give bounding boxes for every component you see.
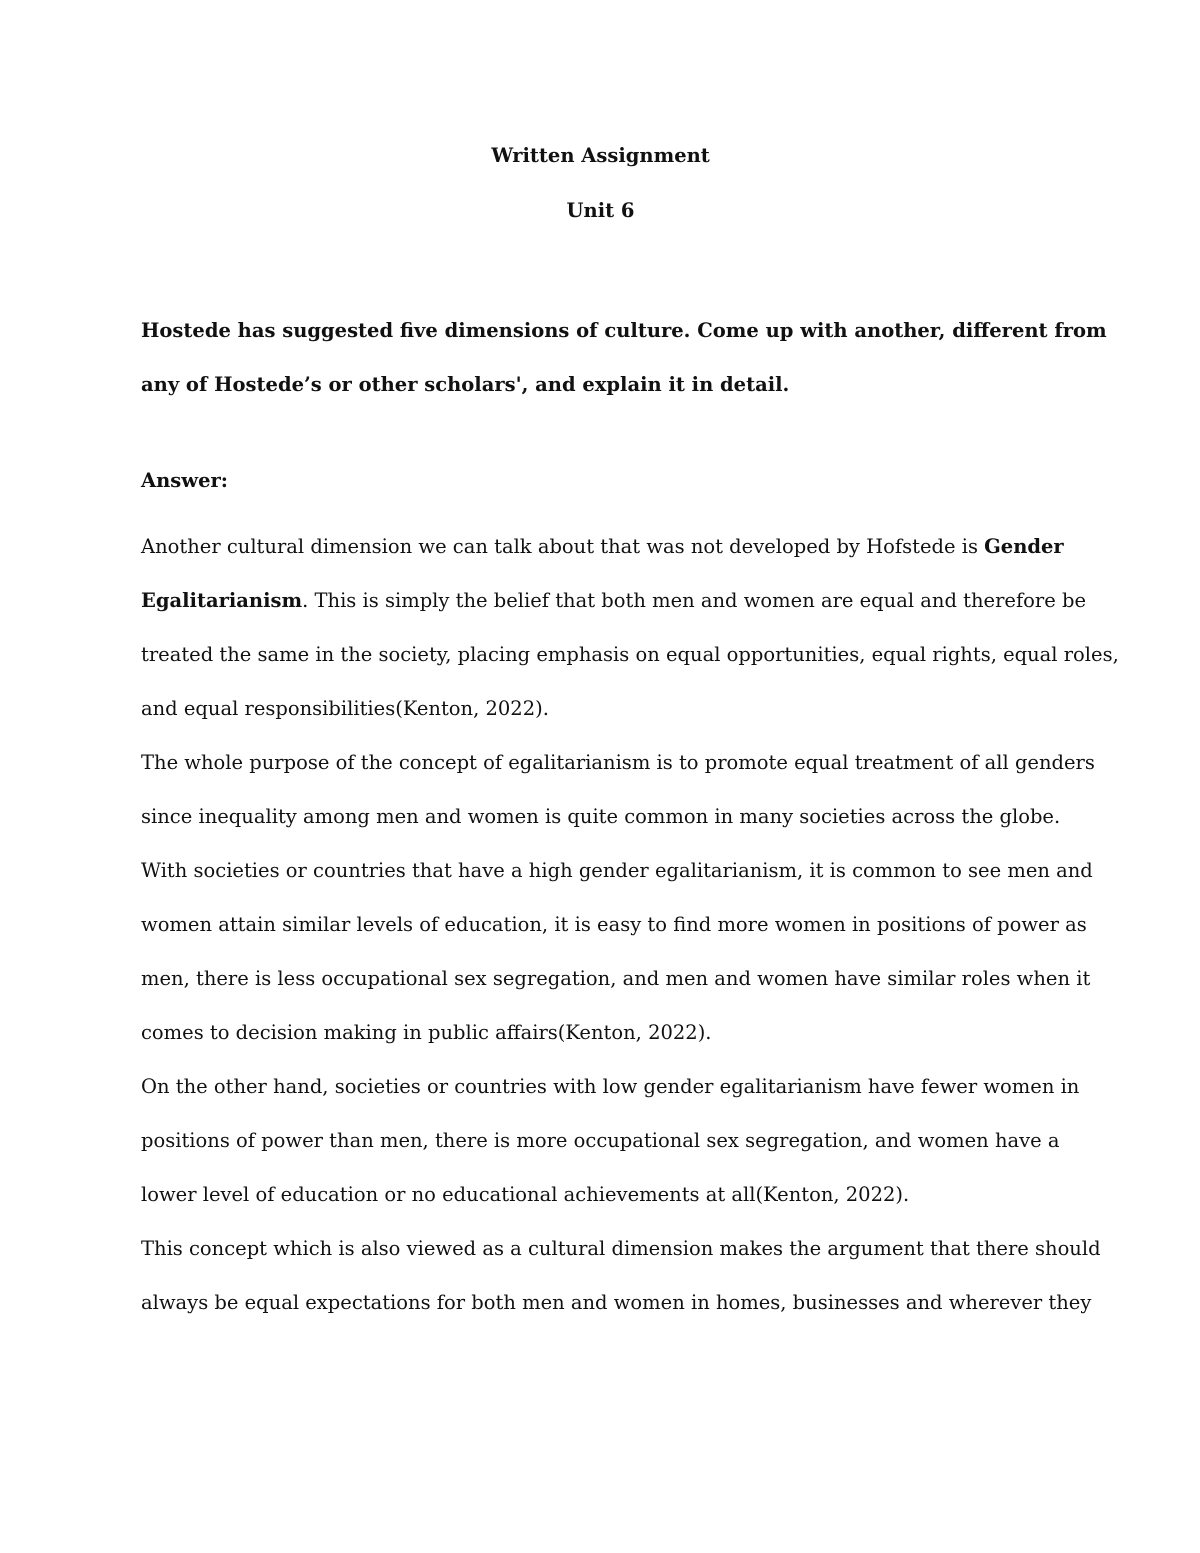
- paragraph-4-line-2: positions of power than men, there is more occupational sex segregation, and women have a: [141, 1129, 1060, 1152]
- paragraph-5-line-2: always be equal expectations for both men and women in homes, businesses and wherever they: [141, 1291, 1092, 1314]
- term-gender: Gender: [984, 535, 1064, 558]
- term-egalitarianism: Egalitarianism: [141, 589, 303, 612]
- paragraph-2-line-1: The whole purpose of the concept of egalitarianism is to promote equal treatment of all genders: [141, 751, 1095, 774]
- paragraph-4-line-1: On the other hand, societies or countries with low gender egalitarianism have fewer women in: [141, 1075, 1080, 1098]
- paragraph-2-line-2: since inequality among men and women is quite common in many societies across the globe.: [141, 805, 1061, 828]
- paragraph-1-line-4: and equal responsibilities(Kenton, 2022).: [141, 697, 549, 720]
- paragraph-1-text: . This is simply the belief that both men and women are equal and therefore be: [302, 589, 1086, 612]
- paragraph-3-line-3: men, there is less occupational sex segregation, and men and women have similar roles when it: [141, 967, 1091, 990]
- paragraph-3-line-2: women attain similar levels of education, it is easy to find more women in positions of power as: [141, 913, 1087, 936]
- paragraph-1-line-2: [141, 574, 1086, 628]
- answer-label: Answer:: [141, 469, 228, 492]
- assignment-question: [141, 304, 1107, 412]
- paragraph-1-line-1: [141, 520, 1066, 574]
- document-title: Written Assignment: [491, 144, 710, 167]
- paragraph-1-text: Another cultural dimension we can talk about that was not developed by Hofstede is: [141, 535, 985, 558]
- paragraph-3-line-1: With societies or countries that have a high gender egalitarianism, it is common to see men and: [141, 859, 1093, 882]
- paragraph-3-line-4: comes to decision making in public affairs(Kenton, 2022).: [141, 1021, 712, 1044]
- paragraph-5-line-1: This concept which is also viewed as a cultural dimension makes the argument that there should: [141, 1237, 1101, 1260]
- question-line-2: any of Hostede’s or other scholars', and explain it in detail.: [141, 373, 790, 396]
- paragraph-1-line-3: treated the same in the society, placing emphasis on equal opportunities, equal rights, equal roles,: [141, 643, 1119, 666]
- document-subtitle: Unit 6: [566, 199, 635, 222]
- answer-body: [141, 520, 1119, 1330]
- question-line-1: Hostede has suggested five dimensions of culture. Come up with another, different from: [141, 319, 1107, 342]
- paragraph-4-line-3: lower level of education or no educational achievements at all(Kenton, 2022).: [141, 1183, 910, 1206]
